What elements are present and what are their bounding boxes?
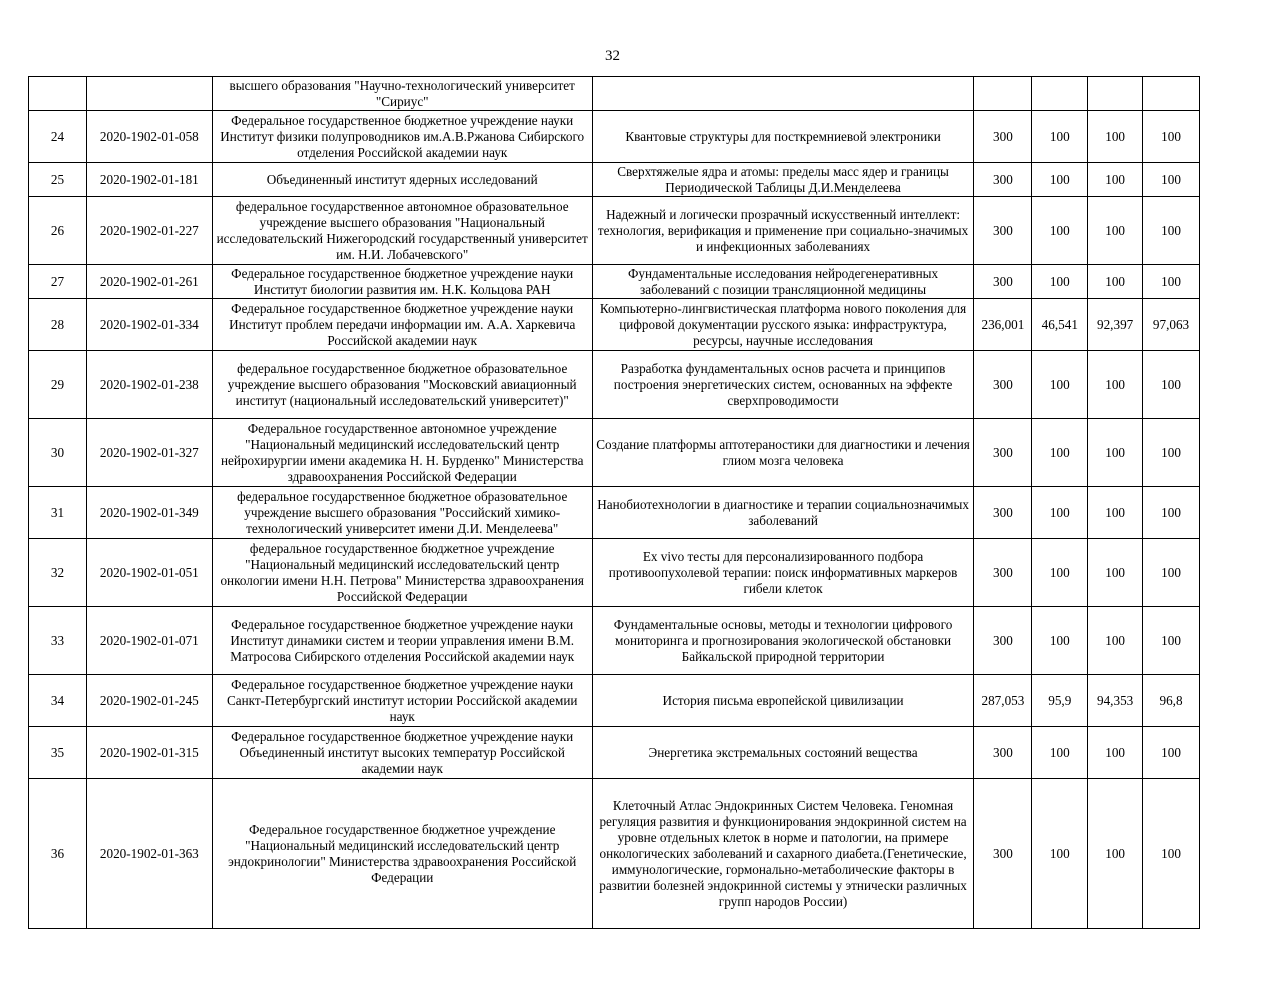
application-code-cell: 2020-1902-01-227 — [86, 197, 212, 265]
application-code-cell: 2020-1902-01-261 — [86, 265, 212, 299]
row-number-cell: 35 — [29, 727, 87, 779]
table-row — [29, 163, 1200, 197]
value-cell-4: 100 — [1143, 265, 1200, 299]
row-number-cell: 27 — [29, 265, 87, 299]
row-number-cell: 29 — [29, 351, 87, 419]
topic-cell: Нанобиотехнологии в диагностике и терапии социальнозначимых заболеваний — [592, 487, 974, 539]
row-number-cell: 31 — [29, 487, 87, 539]
value-cell-1: 300 — [974, 487, 1032, 539]
application-code-cell: 2020-1902-01-363 — [86, 779, 212, 929]
value-cell-4: 96,8 — [1143, 675, 1200, 727]
topic-cell: Надежный и логически прозрачный искусственный интеллект: технология, верификация и применение при социально-значимых и инфекционных заболеваниях — [592, 197, 974, 265]
row-number-cell: 36 — [29, 779, 87, 929]
table-row — [29, 351, 1200, 419]
value-cell-1: 300 — [974, 607, 1032, 675]
application-code-cell: 2020-1902-01-058 — [86, 111, 212, 163]
row-number-cell: 28 — [29, 299, 87, 351]
topic-cell: Разработка фундаментальных основ расчета и принципов построения энергетических систем, основанных на эффекте сверхпроводимости — [592, 351, 974, 419]
topic-cell: Фундаментальные основы, методы и технологии цифрового мониторинга и прогнозирования экологической обстановки Байкальской природной территории — [592, 607, 974, 675]
value-cell-2: 100 — [1032, 197, 1088, 265]
topic-cell: Энергетика экстремальных состояний вещества — [592, 727, 974, 779]
value-cell-4 — [1143, 77, 1200, 111]
value-cell-2: 100 — [1032, 607, 1088, 675]
value-cell-3: 100 — [1088, 197, 1143, 265]
application-code-cell: 2020-1902-01-071 — [86, 607, 212, 675]
topic-cell: Компьютерно-лингвистическая платформа нового поколения для цифровой документации русского языка: инфраструктура, ресурсы, научные исследования — [592, 299, 974, 351]
table-row — [29, 539, 1200, 607]
organization-cell: Объединенный институт ядерных исследований — [212, 163, 592, 197]
value-cell-3: 92,397 — [1088, 299, 1143, 351]
value-cell-2: 100 — [1032, 163, 1088, 197]
value-cell-2: 100 — [1032, 487, 1088, 539]
value-cell-4: 100 — [1143, 351, 1200, 419]
application-code-cell: 2020-1902-01-349 — [86, 487, 212, 539]
value-cell-3: 100 — [1088, 265, 1143, 299]
organization-cell: высшего образования "Научно-технологический университет "Сириус" — [212, 77, 592, 111]
value-cell-4: 100 — [1143, 727, 1200, 779]
table-row — [29, 419, 1200, 487]
table-row — [29, 265, 1200, 299]
application-code-cell: 2020-1902-01-245 — [86, 675, 212, 727]
value-cell-2: 100 — [1032, 779, 1088, 929]
value-cell-4: 100 — [1143, 197, 1200, 265]
organization-cell: Федеральное государственное бюджетное учреждение "Национальный медицинский исследовательский центр эндокринологии" Министерства здравоохранения Российской Федерации — [212, 779, 592, 929]
table-row — [29, 487, 1200, 539]
row-number-cell — [29, 77, 87, 111]
organization-cell: Федеральное государственное бюджетное учреждение науки Институт проблем передачи информации им. А.А. Харкевича Российской академии наук — [212, 299, 592, 351]
value-cell-2: 46,541 — [1032, 299, 1088, 351]
application-code-cell: 2020-1902-01-327 — [86, 419, 212, 487]
topic-cell: История письма европейской цивилизации — [592, 675, 974, 727]
value-cell-1: 287,053 — [974, 675, 1032, 727]
value-cell-1: 300 — [974, 197, 1032, 265]
row-number-cell: 30 — [29, 419, 87, 487]
topic-cell: Создание платформы аптотераностики для диагностики и лечения глиом мозга человека — [592, 419, 974, 487]
application-code-cell: 2020-1902-01-051 — [86, 539, 212, 607]
table-row — [29, 607, 1200, 675]
value-cell-3 — [1088, 77, 1143, 111]
grants-table — [28, 76, 1200, 929]
table-row — [29, 675, 1200, 727]
value-cell-1: 300 — [974, 727, 1032, 779]
value-cell-2: 100 — [1032, 419, 1088, 487]
value-cell-1: 300 — [974, 351, 1032, 419]
organization-cell: Федеральное государственное бюджетное учреждение науки Объединенный институт высоких температур Российской академии наук — [212, 727, 592, 779]
value-cell-1 — [974, 77, 1032, 111]
application-code-cell: 2020-1902-01-181 — [86, 163, 212, 197]
value-cell-1: 300 — [974, 265, 1032, 299]
value-cell-1: 300 — [974, 419, 1032, 487]
topic-cell: Сверхтяжелые ядра и атомы: пределы масс ядер и границы Периодической Таблицы Д.И.Менделеева — [592, 163, 974, 197]
value-cell-2 — [1032, 77, 1088, 111]
topic-cell: Фундаментальные исследования нейродегенеративных заболеваний с позиции трансляционной медицины — [592, 265, 974, 299]
value-cell-4: 100 — [1143, 163, 1200, 197]
organization-cell: Федеральное государственное бюджетное учреждение науки Санкт-Петербургский институт истории Российской академии наук — [212, 675, 592, 727]
value-cell-2: 100 — [1032, 265, 1088, 299]
organization-cell: Федеральное государственное бюджетное учреждение науки Институт динамики систем и теории управления имени В.М. Матросова Сибирского отделения Российской академии наук — [212, 607, 592, 675]
application-code-cell: 2020-1902-01-334 — [86, 299, 212, 351]
topic-cell — [592, 77, 974, 111]
organization-cell: Федеральное государственное бюджетное учреждение науки Институт физики полупроводников им.А.В.Ржанова Сибирского отделения Российской академии наук — [212, 111, 592, 163]
value-cell-4: 97,063 — [1143, 299, 1200, 351]
value-cell-3: 100 — [1088, 111, 1143, 163]
value-cell-3: 94,353 — [1088, 675, 1143, 727]
organization-cell: федеральное государственное автономное образовательное учреждение высшего образования "Национальный исследовательский Нижегородский государственный университет им. Н.И. Лобачевского" — [212, 197, 592, 265]
table-row — [29, 77, 1200, 111]
value-cell-1: 300 — [974, 111, 1032, 163]
value-cell-4: 100 — [1143, 111, 1200, 163]
value-cell-4: 100 — [1143, 419, 1200, 487]
value-cell-4: 100 — [1143, 607, 1200, 675]
value-cell-2: 100 — [1032, 727, 1088, 779]
value-cell-2: 100 — [1032, 539, 1088, 607]
organization-cell: Федеральное государственное автономное учреждение "Национальный медицинский исследовательский центр нейрохирургии имени академика Н. Н. Бурденко" Министерства здравоохранения Российской Федерации — [212, 419, 592, 487]
value-cell-3: 100 — [1088, 727, 1143, 779]
value-cell-1: 300 — [974, 163, 1032, 197]
table-row — [29, 299, 1200, 351]
value-cell-3: 100 — [1088, 779, 1143, 929]
topic-cell: Квантовые структуры для посткремниевой электроники — [592, 111, 974, 163]
row-number-cell: 34 — [29, 675, 87, 727]
row-number-cell: 33 — [29, 607, 87, 675]
value-cell-3: 100 — [1088, 163, 1143, 197]
value-cell-3: 100 — [1088, 351, 1143, 419]
page-number: 32 — [605, 48, 620, 64]
application-code-cell: 2020-1902-01-315 — [86, 727, 212, 779]
table-row — [29, 197, 1200, 265]
value-cell-1: 300 — [974, 539, 1032, 607]
value-cell-2: 95,9 — [1032, 675, 1088, 727]
table-row — [29, 779, 1200, 929]
topic-cell: Клеточный Атлас Эндокринных Систем Человека. Геномная регуляция развития и функционирования эндокринной систем на уровне отдельных клеток в норме и патологии, на примере онкологических заболеваний и сахарного диабета.(Генетические, иммунологические, гормонально-метаболические факторы в развитии болезней эндокринной системы у этнически различных групп народов России) — [592, 779, 974, 929]
row-number-cell: 32 — [29, 539, 87, 607]
value-cell-4: 100 — [1143, 779, 1200, 929]
topic-cell: Ex vivo тесты для персонализированного подбора противоопухолевой терапии: поиск информативных маркеров гибели клеток — [592, 539, 974, 607]
value-cell-4: 100 — [1143, 539, 1200, 607]
value-cell-1: 300 — [974, 779, 1032, 929]
application-code-cell: 2020-1902-01-238 — [86, 351, 212, 419]
value-cell-3: 100 — [1088, 539, 1143, 607]
row-number-cell: 26 — [29, 197, 87, 265]
value-cell-2: 100 — [1032, 351, 1088, 419]
organization-cell: федеральное государственное бюджетное учреждение "Национальный медицинский исследовательский центр онкологии имени Н.Н. Петрова" Министерства здравоохранения Российской Федерации — [212, 539, 592, 607]
value-cell-3: 100 — [1088, 419, 1143, 487]
value-cell-1: 236,001 — [974, 299, 1032, 351]
table-row — [29, 111, 1200, 163]
row-number-cell: 24 — [29, 111, 87, 163]
organization-cell: Федеральное государственное бюджетное учреждение науки Институт биологии развития им. Н.К. Кольцова РАН — [212, 265, 592, 299]
row-number-cell: 25 — [29, 163, 87, 197]
value-cell-4: 100 — [1143, 487, 1200, 539]
organization-cell: федеральное государственное бюджетное образовательное учреждение высшего образования "Московский авиационный институт (национальный исследовательский университет)" — [212, 351, 592, 419]
value-cell-3: 100 — [1088, 607, 1143, 675]
table-row — [29, 727, 1200, 779]
value-cell-2: 100 — [1032, 111, 1088, 163]
value-cell-3: 100 — [1088, 487, 1143, 539]
application-code-cell — [86, 77, 212, 111]
organization-cell: федеральное государственное бюджетное образовательное учреждение высшего образования "Российский химико-технологический университет имени Д.И. Менделеева" — [212, 487, 592, 539]
